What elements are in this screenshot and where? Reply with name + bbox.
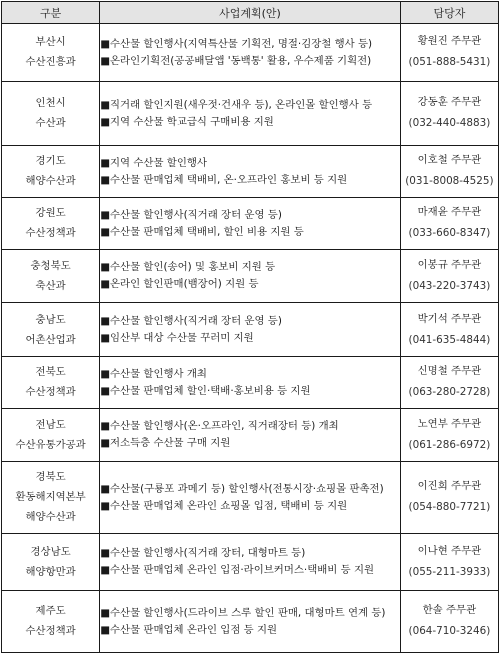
contact-cell (400, 590, 498, 652)
plan-item-text: 수산물 할인행사 개최 (110, 367, 207, 380)
table-header-row (2, 2, 499, 24)
region-name-line: 강원도 (35, 207, 66, 220)
plan-cell (100, 461, 401, 533)
region-name-line: 제주도 (35, 605, 66, 618)
plan-cell (100, 357, 401, 409)
plan-item (100, 313, 400, 329)
plan-item (100, 366, 400, 382)
contact-phone: (054-880-7721) (408, 501, 491, 514)
contact-phone: (061-286-6972) (408, 438, 491, 451)
region-name-line: 경북도 (35, 471, 66, 484)
plan-item (100, 114, 400, 130)
contact-name: 강동훈 주무관 (417, 96, 482, 109)
plan-item-text: 온라인기획전(공공배달앱 '동백통' 활용, 우수제품 기획전) (110, 54, 372, 67)
plan-item (100, 498, 400, 514)
contact-name: 이진희 주무관 (417, 480, 482, 493)
contact-phone: (063-280-2728) (408, 386, 491, 399)
seafood-support-table (1, 1, 499, 653)
square-bullet-icon: ■ (100, 173, 111, 186)
plan-item-text: 수산물(구룡포 과메기 등) 할인행사(전통시장·쇼핑몰 판촉전) (110, 482, 384, 495)
region-cell (2, 146, 100, 198)
table-row (2, 146, 499, 198)
contact-cell (400, 197, 498, 249)
header-contact: 담당자 (400, 2, 498, 24)
region-name-line: 어촌산업과 (25, 333, 76, 346)
square-bullet-icon: ■ (100, 115, 111, 128)
square-bullet-icon: ■ (100, 98, 111, 111)
plan-item-text: 수산물 할인행사(직거래 장터 운영 등) (110, 315, 282, 328)
plan-item-text: 수산물 할인행사(온·오프라인, 직거래장터 등) 개최 (110, 420, 339, 433)
square-bullet-icon: ■ (100, 564, 111, 577)
plan-item-text: 수산물 판매업체 택배비, 할인 비용 지원 등 (110, 225, 304, 238)
plan-cell (100, 197, 401, 249)
square-bullet-icon: ■ (100, 623, 111, 636)
plan-item-text: 지역 수산물 할인행사 (110, 156, 207, 169)
region-name-line: 충남도 (35, 313, 66, 326)
contact-phone: (041-635-4844) (408, 333, 491, 346)
contact-name: 마재윤 주무관 (417, 206, 482, 219)
region-name-line: 인천시 (35, 97, 66, 110)
region-cell (2, 303, 100, 357)
plan-item (100, 172, 400, 188)
region-name-line: 충청북도 (30, 259, 71, 272)
plan-cell (100, 303, 401, 357)
region-name-line: 수산진흥과 (25, 56, 76, 69)
plan-item-text: 저소득층 수산물 구매 지원 (110, 437, 231, 450)
table-row (2, 197, 499, 249)
contact-name: 노연부 주무관 (417, 417, 482, 430)
region-name-line: 해양항만과 (25, 565, 76, 578)
table-row (2, 357, 499, 409)
plan-item (100, 330, 400, 346)
square-bullet-icon: ■ (100, 156, 111, 169)
table-row (2, 81, 499, 145)
contact-phone: (032-440-4883) (408, 117, 491, 130)
plan-item (100, 418, 400, 434)
plan-item (100, 36, 400, 52)
contact-name: 황원진 주무관 (417, 35, 482, 48)
region-name-line: 전남도 (35, 418, 66, 431)
plan-item (100, 622, 400, 638)
square-bullet-icon: ■ (100, 384, 111, 397)
contact-name: 이봉규 주무관 (417, 258, 482, 271)
table-row (2, 249, 499, 303)
region-name-line: 환동해지역본부 (15, 491, 86, 504)
plan-item-text: 수산물 판매업체 온라인 쇼핑몰 입점, 택배비 등 지원 (110, 499, 348, 512)
region-cell (2, 590, 100, 652)
plan-cell (100, 533, 401, 590)
plan-item (100, 207, 400, 223)
region-cell (2, 461, 100, 533)
region-name-line: 수산과 (35, 117, 66, 130)
plan-item (100, 259, 400, 275)
region-cell (2, 197, 100, 249)
plan-item-text: 수산물 할인행사(직거래 장터, 대형마트 등) (110, 547, 306, 560)
region-cell (2, 408, 100, 461)
table-row (2, 590, 499, 652)
region-name-line: 축산과 (35, 279, 66, 292)
plan-item-text: 수산물 할인행사(지역특산물 기획전, 명절·김장철 행사 등) (110, 37, 373, 50)
contact-cell (400, 249, 498, 303)
region-name-line: 해양수산과 (25, 511, 76, 524)
region-name-line: 해양수산과 (25, 175, 76, 188)
region-cell (2, 24, 100, 82)
square-bullet-icon: ■ (100, 208, 111, 221)
plan-item-text: 임산부 대상 수산물 꾸러미 지원 (110, 332, 254, 345)
plan-item (100, 435, 400, 451)
square-bullet-icon: ■ (100, 606, 111, 619)
contact-cell (400, 533, 498, 590)
square-bullet-icon: ■ (100, 37, 111, 50)
region-name-line: 수산정책과 (25, 386, 76, 399)
header-region: 구분 (2, 2, 100, 24)
plan-item (100, 545, 400, 561)
region-cell (2, 249, 100, 303)
region-name-line: 부산시 (35, 36, 66, 49)
contact-name: 이나현 주무관 (417, 544, 482, 557)
plan-cell (100, 590, 401, 652)
contact-name: 한솔 주무관 (422, 604, 477, 617)
region-name-line: 전북도 (35, 366, 66, 379)
plan-cell (100, 249, 401, 303)
square-bullet-icon: ■ (100, 499, 111, 512)
contact-name: 신명철 주무관 (417, 365, 482, 378)
contact-cell (400, 408, 498, 461)
plan-item (100, 53, 400, 69)
table-row (2, 461, 499, 533)
region-name-line: 수산정책과 (25, 625, 76, 638)
contact-phone: (055-211-3933) (408, 565, 491, 578)
contact-cell (400, 357, 498, 409)
contact-cell (400, 146, 498, 198)
plan-item-text: 지역 수산물 학교급식 구매비용 지원 (110, 115, 274, 128)
plan-item (100, 155, 400, 171)
table-body (2, 24, 499, 653)
contact-name: 이호철 주무관 (417, 154, 482, 167)
contact-phone: (043-220-3743) (408, 279, 491, 292)
square-bullet-icon: ■ (100, 547, 111, 560)
square-bullet-icon: ■ (100, 278, 111, 291)
plan-item-text: 수산물 판매업체 택배비, 온·오프라인 홍보비 등 지원 (110, 173, 348, 186)
plan-item-text: 수산물 판매업체 할인·택배·홍보비용 등 지원 (110, 384, 311, 397)
square-bullet-icon: ■ (100, 482, 111, 495)
plan-item-text: 수산물 할인(송어) 및 홍보비 지원 등 (110, 261, 276, 274)
plan-item (100, 383, 400, 399)
square-bullet-icon: ■ (100, 315, 111, 328)
region-name-line: 수산정책과 (25, 227, 76, 240)
contact-phone: (033-660-8347) (408, 227, 491, 240)
plan-item (100, 224, 400, 240)
plan-item (100, 276, 400, 292)
region-name-line: 수산유통가공과 (15, 438, 86, 451)
plan-item (100, 97, 400, 113)
plan-item-text: 수산물 판매업체 온라인 입점·라이브커머스·택배비 등 지원 (110, 564, 375, 577)
plan-item-text: 직거래 할인지원(새우젓·건새우 등), 온라인몰 할인행사 등 (110, 98, 373, 111)
table-row (2, 303, 499, 357)
plan-item (100, 481, 400, 497)
plan-cell (100, 81, 401, 145)
region-name-line: 경상남도 (30, 545, 71, 558)
table-row (2, 408, 499, 461)
plan-item-text: 수산물 할인행사(직거래 장터 운영 등) (110, 208, 282, 221)
contact-name: 박기석 주무관 (417, 312, 482, 325)
contact-phone: (064-710-3246) (408, 625, 491, 638)
plan-cell (100, 408, 401, 461)
square-bullet-icon: ■ (100, 332, 111, 345)
region-cell (2, 81, 100, 145)
plan-item-text: 수산물 할인행사(드라이브 스루 할인 판매, 대형마트 연계 등) (110, 606, 386, 619)
plan-item-text: 온라인 할인판매(뱀장어) 지원 등 (110, 278, 259, 291)
contact-cell (400, 461, 498, 533)
plan-cell (100, 24, 401, 82)
region-name-line: 경기도 (35, 155, 66, 168)
square-bullet-icon: ■ (100, 225, 111, 238)
square-bullet-icon: ■ (100, 437, 111, 450)
square-bullet-icon: ■ (100, 367, 111, 380)
plan-item (100, 562, 400, 578)
table-row (2, 24, 499, 82)
plan-item (100, 605, 400, 621)
contact-phone: (051-888-5431) (408, 56, 491, 69)
contact-cell (400, 81, 498, 145)
header-plan: 사업계획(안) (100, 2, 401, 24)
contact-cell (400, 303, 498, 357)
region-cell (2, 357, 100, 409)
square-bullet-icon: ■ (100, 420, 111, 433)
square-bullet-icon: ■ (100, 261, 111, 274)
contact-cell (400, 24, 498, 82)
plan-cell (100, 146, 401, 198)
table-row (2, 533, 499, 590)
region-cell (2, 533, 100, 590)
plan-item-text: 수산물 판매업체 온라인 입점 등 지원 (110, 623, 278, 636)
contact-phone: (031-8008-4525) (405, 175, 494, 188)
square-bullet-icon: ■ (100, 54, 111, 67)
